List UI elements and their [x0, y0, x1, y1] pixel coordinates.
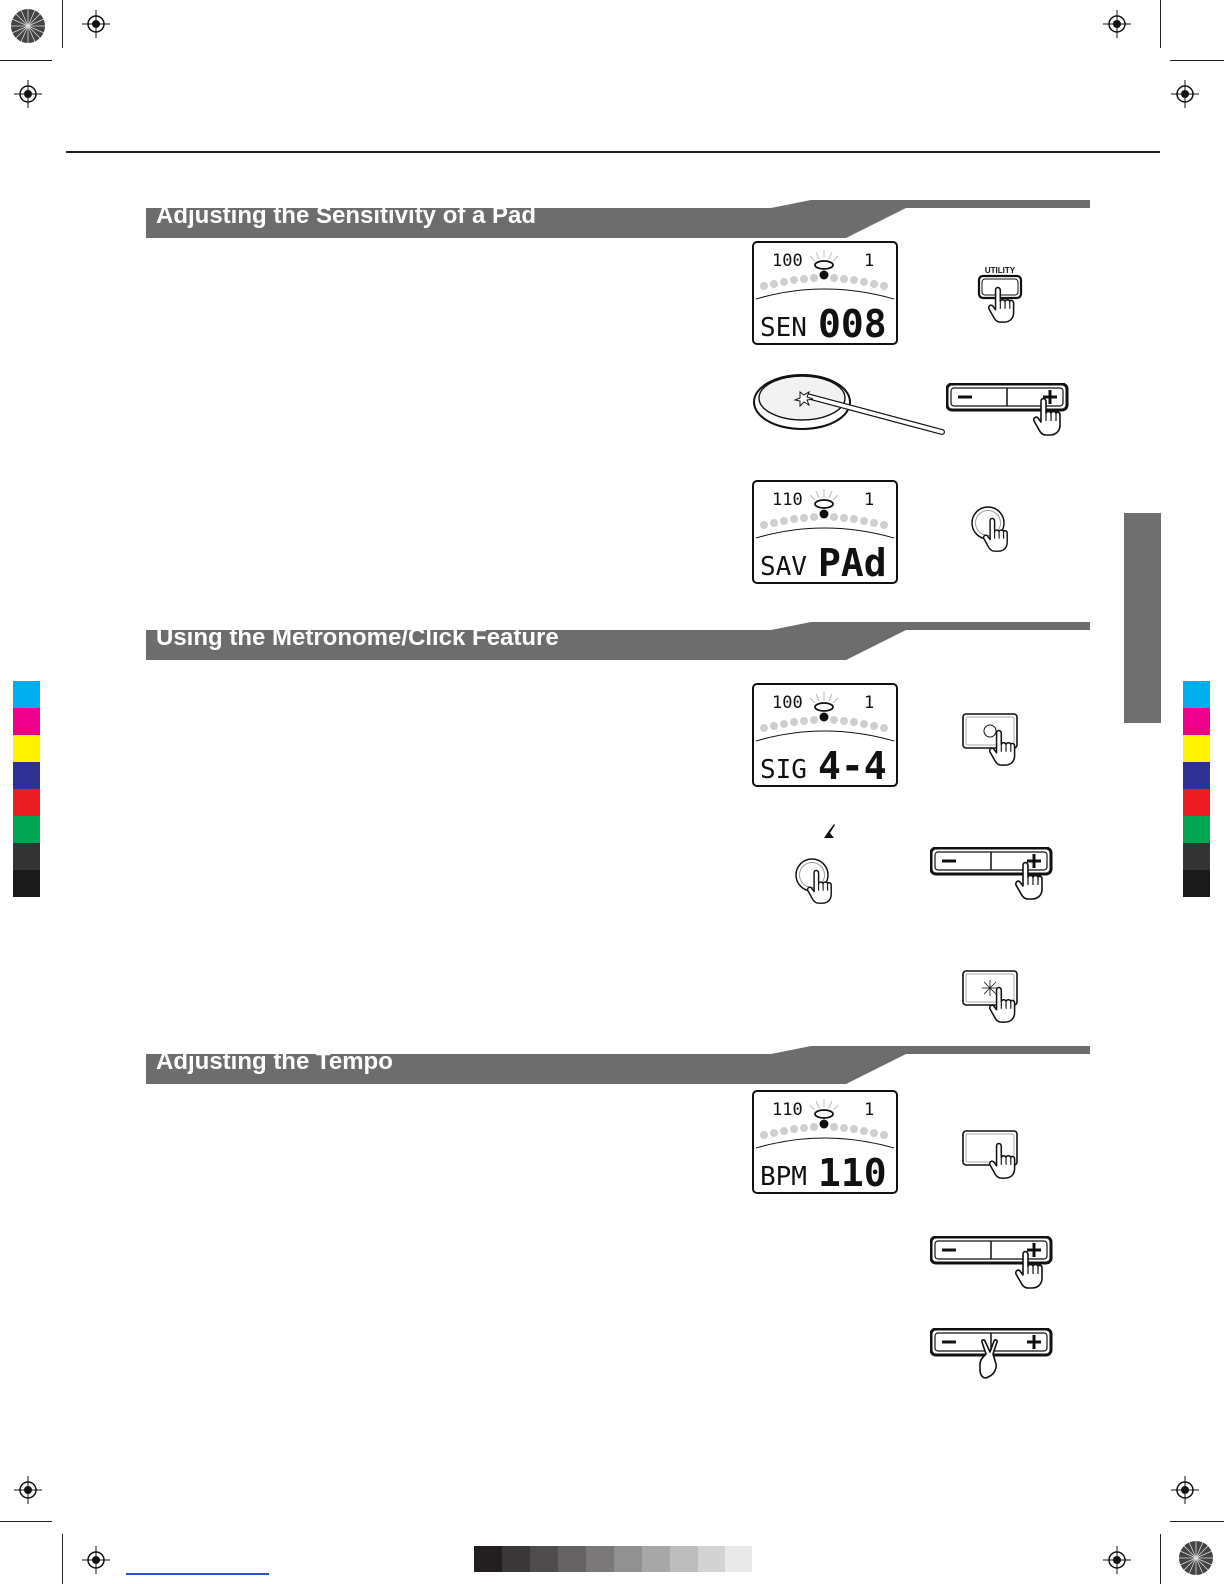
- color-swatch: [1183, 816, 1210, 843]
- lcd-value: PAd: [818, 541, 887, 584]
- section-title: Adjusting the Tempo: [156, 1048, 393, 1075]
- lcd-label: BPM: [760, 1162, 807, 1192]
- color-swatch: [1183, 762, 1210, 789]
- color-swatch: [13, 735, 40, 762]
- lcd-label: SIG: [760, 755, 807, 785]
- lcd-tempo: 100: [772, 693, 803, 713]
- click-button-active[interactable]: [962, 970, 1022, 1026]
- lcd-beat: 1: [864, 251, 875, 271]
- crop-line: [0, 1521, 52, 1522]
- lcd-display: [752, 1090, 898, 1194]
- color-swatch: [13, 870, 40, 897]
- crop-line: [0, 60, 52, 61]
- lcd-tempo: 110: [772, 1100, 803, 1120]
- lcd-display: [752, 480, 898, 584]
- lcd-beat: 1: [864, 1100, 875, 1120]
- color-swatch: [13, 681, 40, 708]
- drum-pad-icon: [752, 370, 947, 442]
- section-title: Adjusting the Sensitivity of a Pad: [156, 202, 537, 229]
- crop-line: [1170, 60, 1224, 61]
- section-header: [146, 200, 1090, 238]
- metronome-icon: [822, 822, 838, 840]
- registration-mark-icon: [1176, 1538, 1216, 1578]
- color-swatch: [1183, 708, 1210, 735]
- lcd-value: 4-4: [818, 744, 887, 787]
- plus-minus-buttons-both[interactable]: [930, 1328, 1054, 1390]
- lcd-value: 110: [818, 1151, 887, 1194]
- lcd-display: [752, 683, 898, 787]
- color-bar-left: [13, 681, 41, 903]
- registration-mark-icon: [8, 6, 48, 46]
- crosshair-mark-icon: [1103, 1546, 1131, 1574]
- crop-line: [62, 1534, 63, 1584]
- gray-scale-bar: [474, 1546, 752, 1572]
- lcd-label: SEN: [760, 313, 807, 343]
- tempo-button[interactable]: [962, 1130, 1022, 1186]
- section-header: [146, 622, 1090, 660]
- lcd-label: SAV: [760, 552, 807, 582]
- color-swatch: [1183, 789, 1210, 816]
- section-header: [146, 1046, 1090, 1084]
- section-title: Using the Metronome/Click Feature: [156, 624, 559, 651]
- footer-link-underline: [126, 1573, 269, 1575]
- plus-minus-buttons[interactable]: [930, 1236, 1054, 1296]
- chapter-tab: [1124, 513, 1161, 723]
- round-button[interactable]: [970, 505, 1016, 565]
- lcd-value: 008: [818, 302, 887, 345]
- crosshair-mark-icon: [82, 1546, 110, 1574]
- color-swatch: [13, 789, 40, 816]
- utility-button[interactable]: [975, 264, 1025, 328]
- color-swatch: [1183, 870, 1210, 897]
- lcd-display: [752, 241, 898, 345]
- crop-line: [1170, 1521, 1224, 1522]
- color-swatch: [1183, 735, 1210, 762]
- crosshair-mark-icon: [1171, 80, 1199, 108]
- color-swatch: [13, 816, 40, 843]
- round-button[interactable]: [794, 857, 840, 917]
- color-swatch: [13, 708, 40, 735]
- crosshair-mark-icon: [1171, 1476, 1199, 1504]
- crop-line: [1160, 1534, 1161, 1584]
- color-swatch: [1183, 843, 1210, 870]
- color-bar-right: [1183, 681, 1211, 903]
- crosshair-mark-icon: [1103, 10, 1131, 38]
- click-button[interactable]: [962, 713, 1022, 769]
- crosshair-mark-icon: [82, 10, 110, 38]
- plus-minus-buttons[interactable]: [946, 383, 1070, 443]
- crop-line: [1160, 0, 1161, 48]
- color-swatch: [13, 843, 40, 870]
- color-swatch: [13, 762, 40, 789]
- crosshair-mark-icon: [14, 80, 42, 108]
- lcd-beat: 1: [864, 693, 875, 713]
- lcd-tempo: 100: [772, 251, 803, 271]
- lcd-beat: 1: [864, 490, 875, 510]
- plus-minus-buttons[interactable]: [930, 847, 1054, 907]
- color-swatch: [1183, 681, 1210, 708]
- crop-line: [62, 0, 63, 48]
- lcd-tempo: 110: [772, 490, 803, 510]
- crosshair-mark-icon: [14, 1476, 42, 1504]
- top-rule: [66, 151, 1160, 153]
- utility-label: UTILITY: [984, 266, 1016, 275]
